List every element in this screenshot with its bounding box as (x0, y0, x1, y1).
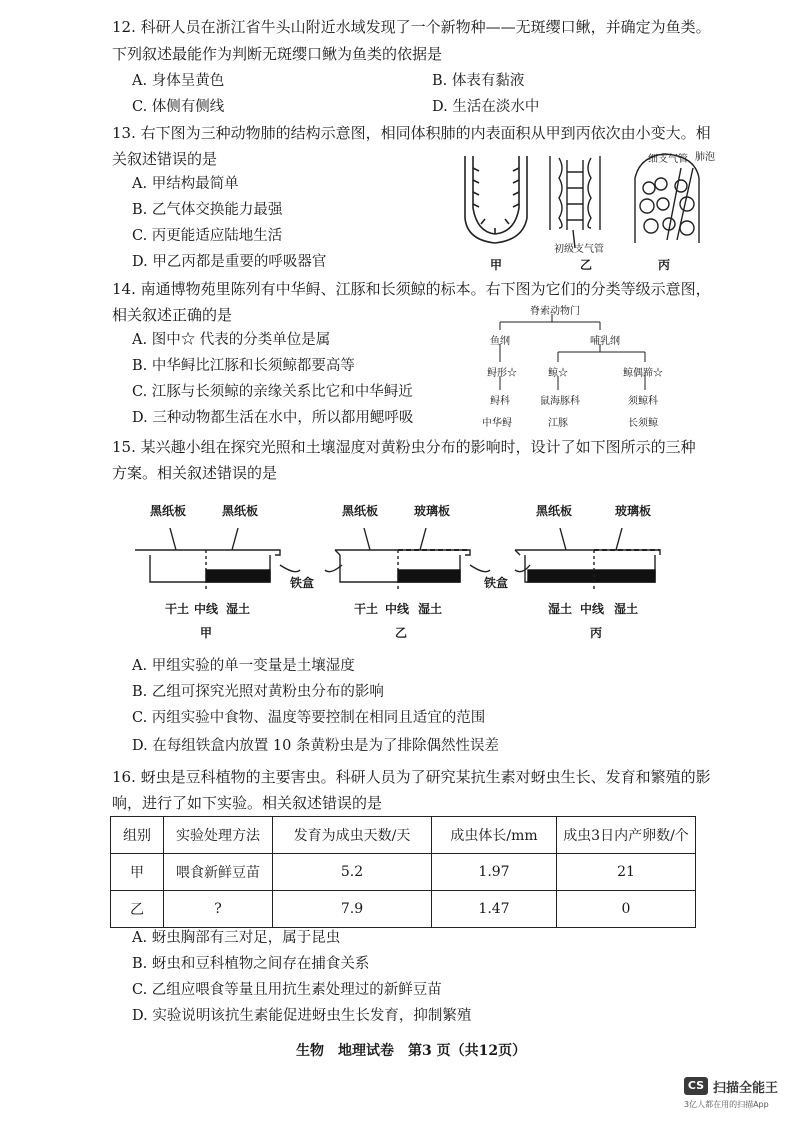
setup-jia-bottom-1: 干土 (165, 602, 190, 616)
lung-yi-drawing (550, 156, 600, 248)
q12-stem-line2: 下列叙述最能作为判断无斑缨口鳅为鱼类的依据是 (112, 45, 443, 63)
table-cell: 1.97 (432, 854, 557, 891)
tree-class-fish: 鱼纲 (490, 336, 510, 347)
table-cell: ? (164, 891, 273, 928)
table-header-cell: 组别 (111, 817, 164, 854)
table-cell: 乙 (111, 891, 164, 928)
q12-stem-line1: 12. 科研人员在浙江省牛头山附近水域发现了一个新物种——无斑缨口鳅，并确定为鱼类。 (112, 18, 711, 36)
setup-bing-top-left: 黑纸板 (536, 504, 573, 518)
table-header-cell: 成虫体长/mm (432, 817, 557, 854)
table-header-cell: 成虫3日内产卵数/个 (557, 817, 696, 854)
tree-order-2: 鲸☆ (548, 368, 568, 379)
lung-label-jia: 甲 (490, 258, 503, 272)
setup-bing-bottom-1: 湿土 (548, 602, 573, 616)
table-cell: 0 (557, 891, 696, 928)
setup-bing-top-right: 玻璃板 (615, 504, 652, 518)
setup-bing-name: 丙 (590, 626, 603, 640)
q13-stem-line2: 关叙述错误的是 (112, 150, 218, 168)
label-alveolus: 肺泡 (695, 152, 715, 163)
q15-stem-line2: 方案。相关叙述错误的是 (112, 464, 278, 482)
tree-species-2: 江豚 (548, 418, 568, 429)
tree-order-3: 鲸偶蹄☆ (623, 368, 663, 379)
setup-yi-name: 乙 (395, 626, 408, 640)
q14-stem-line1: 14. 南通博物苑里陈列有中华鲟、江豚和长须鲸的标本。右下图为它们的分类等级示意图， (112, 280, 711, 298)
q15-option-c: C. 丙组实验中食物、温度等要控制在相同且适宜的范围 (132, 710, 486, 726)
scanner-tagline: 3亿人都在用的扫描App (684, 1100, 769, 1109)
q13-option-a: A. 甲结构最简单 (132, 176, 239, 192)
q16-stem-line1: 16. 蚜虫是豆科植物的主要害虫。科研人员为了研究某抗生素对蚜虫生长、发育和繁殖的影 (112, 768, 711, 786)
setup-bing-bottom-3: 湿土 (614, 602, 639, 616)
tree-root: 脊索动物门 (530, 306, 580, 317)
q14-option-d: D. 三种动物都生活在水中，所以都用鳃呼吸 (132, 410, 414, 426)
lung-jia-drawing (465, 156, 527, 243)
table-cell: 5.2 (273, 854, 432, 891)
tree-species-1: 中华鲟 (482, 418, 512, 429)
q15-option-b: B. 乙组可探究光照对黄粉虫分布的影响 (132, 684, 384, 700)
q16-option-b: B. 蚜虫和豆科植物之间存在捕食关系 (132, 956, 370, 972)
table-cell: 甲 (111, 854, 164, 891)
tree-order-1: 鲟形☆ (487, 368, 517, 379)
tree-species-3: 长须鲸 (628, 418, 658, 429)
setup-yi-bottom-2: 中线 (385, 602, 410, 616)
iron-box-setups-drawing (130, 520, 690, 600)
q14-option-c: C. 江豚与长须鲸的亲缘关系比它和中华鲟近 (132, 384, 413, 400)
q13-stem-line1: 13. 右下图为三种动物肺的结构示意图，相同体积肺的内表面积从甲到丙依次由小变大。相 (112, 124, 711, 142)
iron-box-label-1: 铁盒 (290, 576, 315, 590)
q16-option-d: D. 实验说明该抗生素能促进蚜虫生长发育，抑制繁殖 (132, 1008, 472, 1024)
tree-class-mammal: 哺乳纲 (590, 336, 620, 347)
q12-option-d: D. 生活在淡水中 (432, 99, 540, 115)
table-header-row (111, 817, 696, 854)
label-bronchiole: 细支气管 (648, 154, 688, 165)
q15-option-d: D. 在每组铁盒内放置 10 条黄粉虫是为了排除偶然性误差 (132, 738, 499, 754)
q13-option-c: C. 丙更能适应陆地生活 (132, 228, 283, 244)
q14-option-a: A. 图中☆ 代表的分类单位是属 (132, 332, 331, 348)
setup-jia-bottom-3: 湿土 (226, 602, 251, 616)
setup-yi-top-left: 黑纸板 (342, 504, 379, 518)
table-cell: 21 (557, 854, 696, 891)
q13-option-d: D. 甲乙丙都是重要的呼吸器官 (132, 254, 327, 270)
setup-yi-top-right: 玻璃板 (414, 504, 451, 518)
q12-option-a: A. 身体呈黄色 (132, 73, 225, 89)
q16-option-c: C. 乙组应喂食等量且用抗生素处理过的新鲜豆苗 (132, 982, 442, 998)
setup-yi-bottom-1: 干土 (354, 602, 379, 616)
tree-family-3: 须鲸科 (628, 396, 658, 407)
table-cell: 7.9 (273, 891, 432, 928)
setup-jia-top-left: 黑纸板 (150, 504, 187, 518)
setup-jia-bottom-2: 中线 (194, 602, 219, 616)
iron-box-label-2: 铁盒 (484, 576, 509, 590)
q16-stem-line2: 响，进行了如下实验。相关叙述错误的是 (112, 794, 383, 812)
q14-option-b: B. 中华鲟比江豚和长须鲸都要高等 (132, 358, 355, 374)
lung-bing-drawing (635, 154, 699, 243)
table-header-cell: 实验处理方法 (164, 817, 273, 854)
q14-stem-line2: 相关叙述正确的是 (112, 306, 233, 324)
table-row (111, 891, 696, 928)
table-row (111, 854, 696, 891)
setup-jia-top-right: 黑纸板 (222, 504, 259, 518)
lung-label-bing: 丙 (658, 258, 671, 272)
q15-option-a: A. 甲组实验的单一变量是土壤湿度 (132, 658, 355, 674)
table-cell: 1.47 (432, 891, 557, 928)
q12-option-b: B. 体表有黏液 (432, 73, 525, 89)
lung-label-yi: 乙 (580, 258, 593, 272)
setup-bing-bottom-2: 中线 (580, 602, 605, 616)
q13-option-b: B. 乙气体交换能力最强 (132, 202, 283, 218)
q12-option-c: C. 体侧有侧线 (132, 99, 225, 115)
table-header-cell: 发育为成虫天数/天 (273, 817, 432, 854)
q16-option-a: A. 蚜虫胸部有三对足，属于昆虫 (132, 930, 341, 946)
table-cell: 喂食新鲜豆苗 (164, 854, 273, 891)
scanner-app-name: 扫描全能王 (713, 1081, 779, 1096)
page-footer: 生物 地理试卷 第3 页（共12页） (296, 1043, 527, 1059)
setup-yi-bottom-3: 湿土 (418, 602, 443, 616)
setup-jia-name: 甲 (200, 626, 213, 640)
tree-family-1: 鲟科 (490, 396, 510, 407)
experiment-table (110, 816, 696, 928)
scanner-logo-icon: CS (684, 1077, 708, 1095)
label-primary-bronchus: 初级支气管 (554, 244, 604, 255)
tree-family-2: 鼠海豚科 (540, 396, 580, 407)
q15-stem-line1: 15. 某兴趣小组在探究光照和土壤湿度对黄粉虫分布的影响时，设计了如下图所示的三种 (112, 438, 696, 456)
